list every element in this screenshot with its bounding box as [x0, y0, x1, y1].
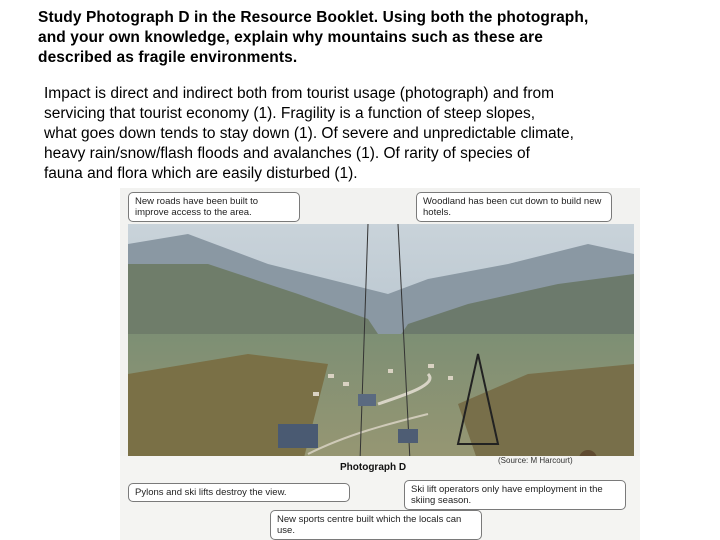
- photo-caption: Photograph D: [340, 462, 407, 473]
- answer-line: servicing that tourist economy (1). Fragility is a function of steep slopes,: [44, 105, 536, 122]
- callout-ski-lift: Ski lift operators only have employment in the skiing season.: [404, 480, 626, 510]
- resource-figure: [120, 188, 640, 540]
- question-line: and your own knowledge, explain why mountains such as these are: [38, 29, 544, 46]
- answer-line: fauna and flora which are easily disturbed (1).: [44, 165, 358, 182]
- question-line: described as fragile environments.: [38, 49, 298, 66]
- question-line: Study Photograph D in the Resource Booklet. Using both the photograph,: [38, 9, 589, 26]
- photo-source: (Source: M Harcourt): [498, 456, 573, 465]
- answer-line: what goes down tends to stay down (1). Of severe and unpredictable climate,: [44, 125, 574, 142]
- callout-roads: New roads have been built to improve access to the area.: [128, 192, 300, 222]
- question-text: [38, 8, 698, 68]
- answer-text: [44, 84, 704, 184]
- answer-line: Impact is direct and indirect both from tourist usage (photograph) and from: [44, 85, 555, 102]
- callout-sports-centre: New sports centre built which the locals can use.: [270, 510, 482, 540]
- callout-woodland: Woodland has been cut down to build new hotels.: [416, 192, 612, 222]
- answer-line: heavy rain/snow/flash floods and avalanches (1). Of rarity of species of: [44, 145, 530, 162]
- callout-pylons: Pylons and ski lifts destroy the view.: [128, 483, 350, 502]
